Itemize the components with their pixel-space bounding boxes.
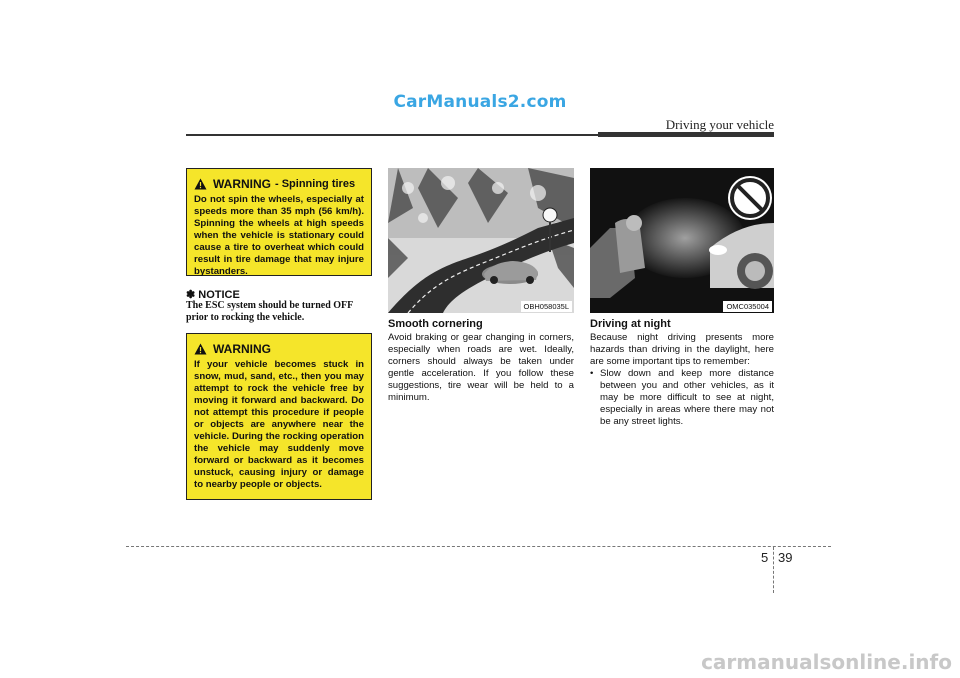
chapter-number: 5: [761, 550, 769, 565]
warning-title: WARNING: [213, 342, 271, 356]
figure-code: OMC035004: [723, 301, 772, 312]
cornering-illustration: [388, 168, 574, 313]
night-headlights-image: [590, 168, 774, 313]
night-driving-text: [590, 332, 774, 428]
warning-triangle-icon: [194, 343, 207, 355]
warning-box-stuck-vehicle: [186, 333, 372, 500]
watermark-bottom[interactable]: carmanualsonline.info: [701, 650, 952, 674]
figure-code: OBH058035L: [521, 301, 572, 312]
warning-subtitle: - Spinning tires: [275, 178, 356, 190]
warning-text: Do not spin the wheels, especially at speeds more than 35 mph (56 km/h). Spinning the wheels at high speeds when the vehicle is stationary could cause a tire to overheat which could result in tire damage that may injure bystanders.: [194, 194, 364, 277]
page-number: 39: [778, 550, 793, 565]
warning-triangle-icon: [194, 178, 207, 190]
cornering-title: Smooth cornering: [388, 318, 483, 330]
warning-text: If your vehicle becomes stuck in snow, mud, sand, etc., then you may attempt to rock the vehicle free by moving it forward and backward. Do not attempt this procedure if people or objects are anywhere near the vehicle. During the rocking operation the vehicle may suddenly move forward or backward as it becomes unstuck, causing injury or damage to nearby people or objects.: [194, 359, 364, 490]
list-item: • Slow down and keep more distance between you and other vehicles, as it may be more difficult to see at night, especially in areas where there may not be any street lights.: [590, 368, 774, 428]
night-driving-illustration: [590, 168, 774, 313]
footer-rule: [126, 546, 831, 547]
cornering-text: Avoid braking or gear changing in corners, especially when roads are wet. Ideally, corners should always be taken under gentle acceleration. If you follow these suggestions, tire wear will be held to a minimum.: [388, 332, 574, 403]
header-rule-accent: [598, 132, 774, 137]
warning-header: [194, 177, 364, 191]
watermark-top[interactable]: CarManuals2.com: [393, 92, 567, 112]
night-driving-intro: Because night driving presents more hazards than driving in the daylight, here are some important tips to remember:: [590, 332, 774, 367]
footer-divider: [773, 547, 774, 593]
night-driving-title: Driving at night: [590, 318, 671, 330]
warning-title: WARNING: [213, 177, 271, 191]
warning-header: [194, 342, 364, 356]
notice-title: ✽ NOTICE: [186, 289, 240, 301]
winter-road-car-image: [388, 168, 574, 313]
notice-text: The ESC system should be turned OFF prior to rocking the vehicle.: [186, 300, 353, 323]
warning-box-spinning-tires: [186, 168, 372, 276]
section-title: Driving your vehicle: [665, 117, 774, 132]
night-driving-tips: [590, 368, 774, 428]
